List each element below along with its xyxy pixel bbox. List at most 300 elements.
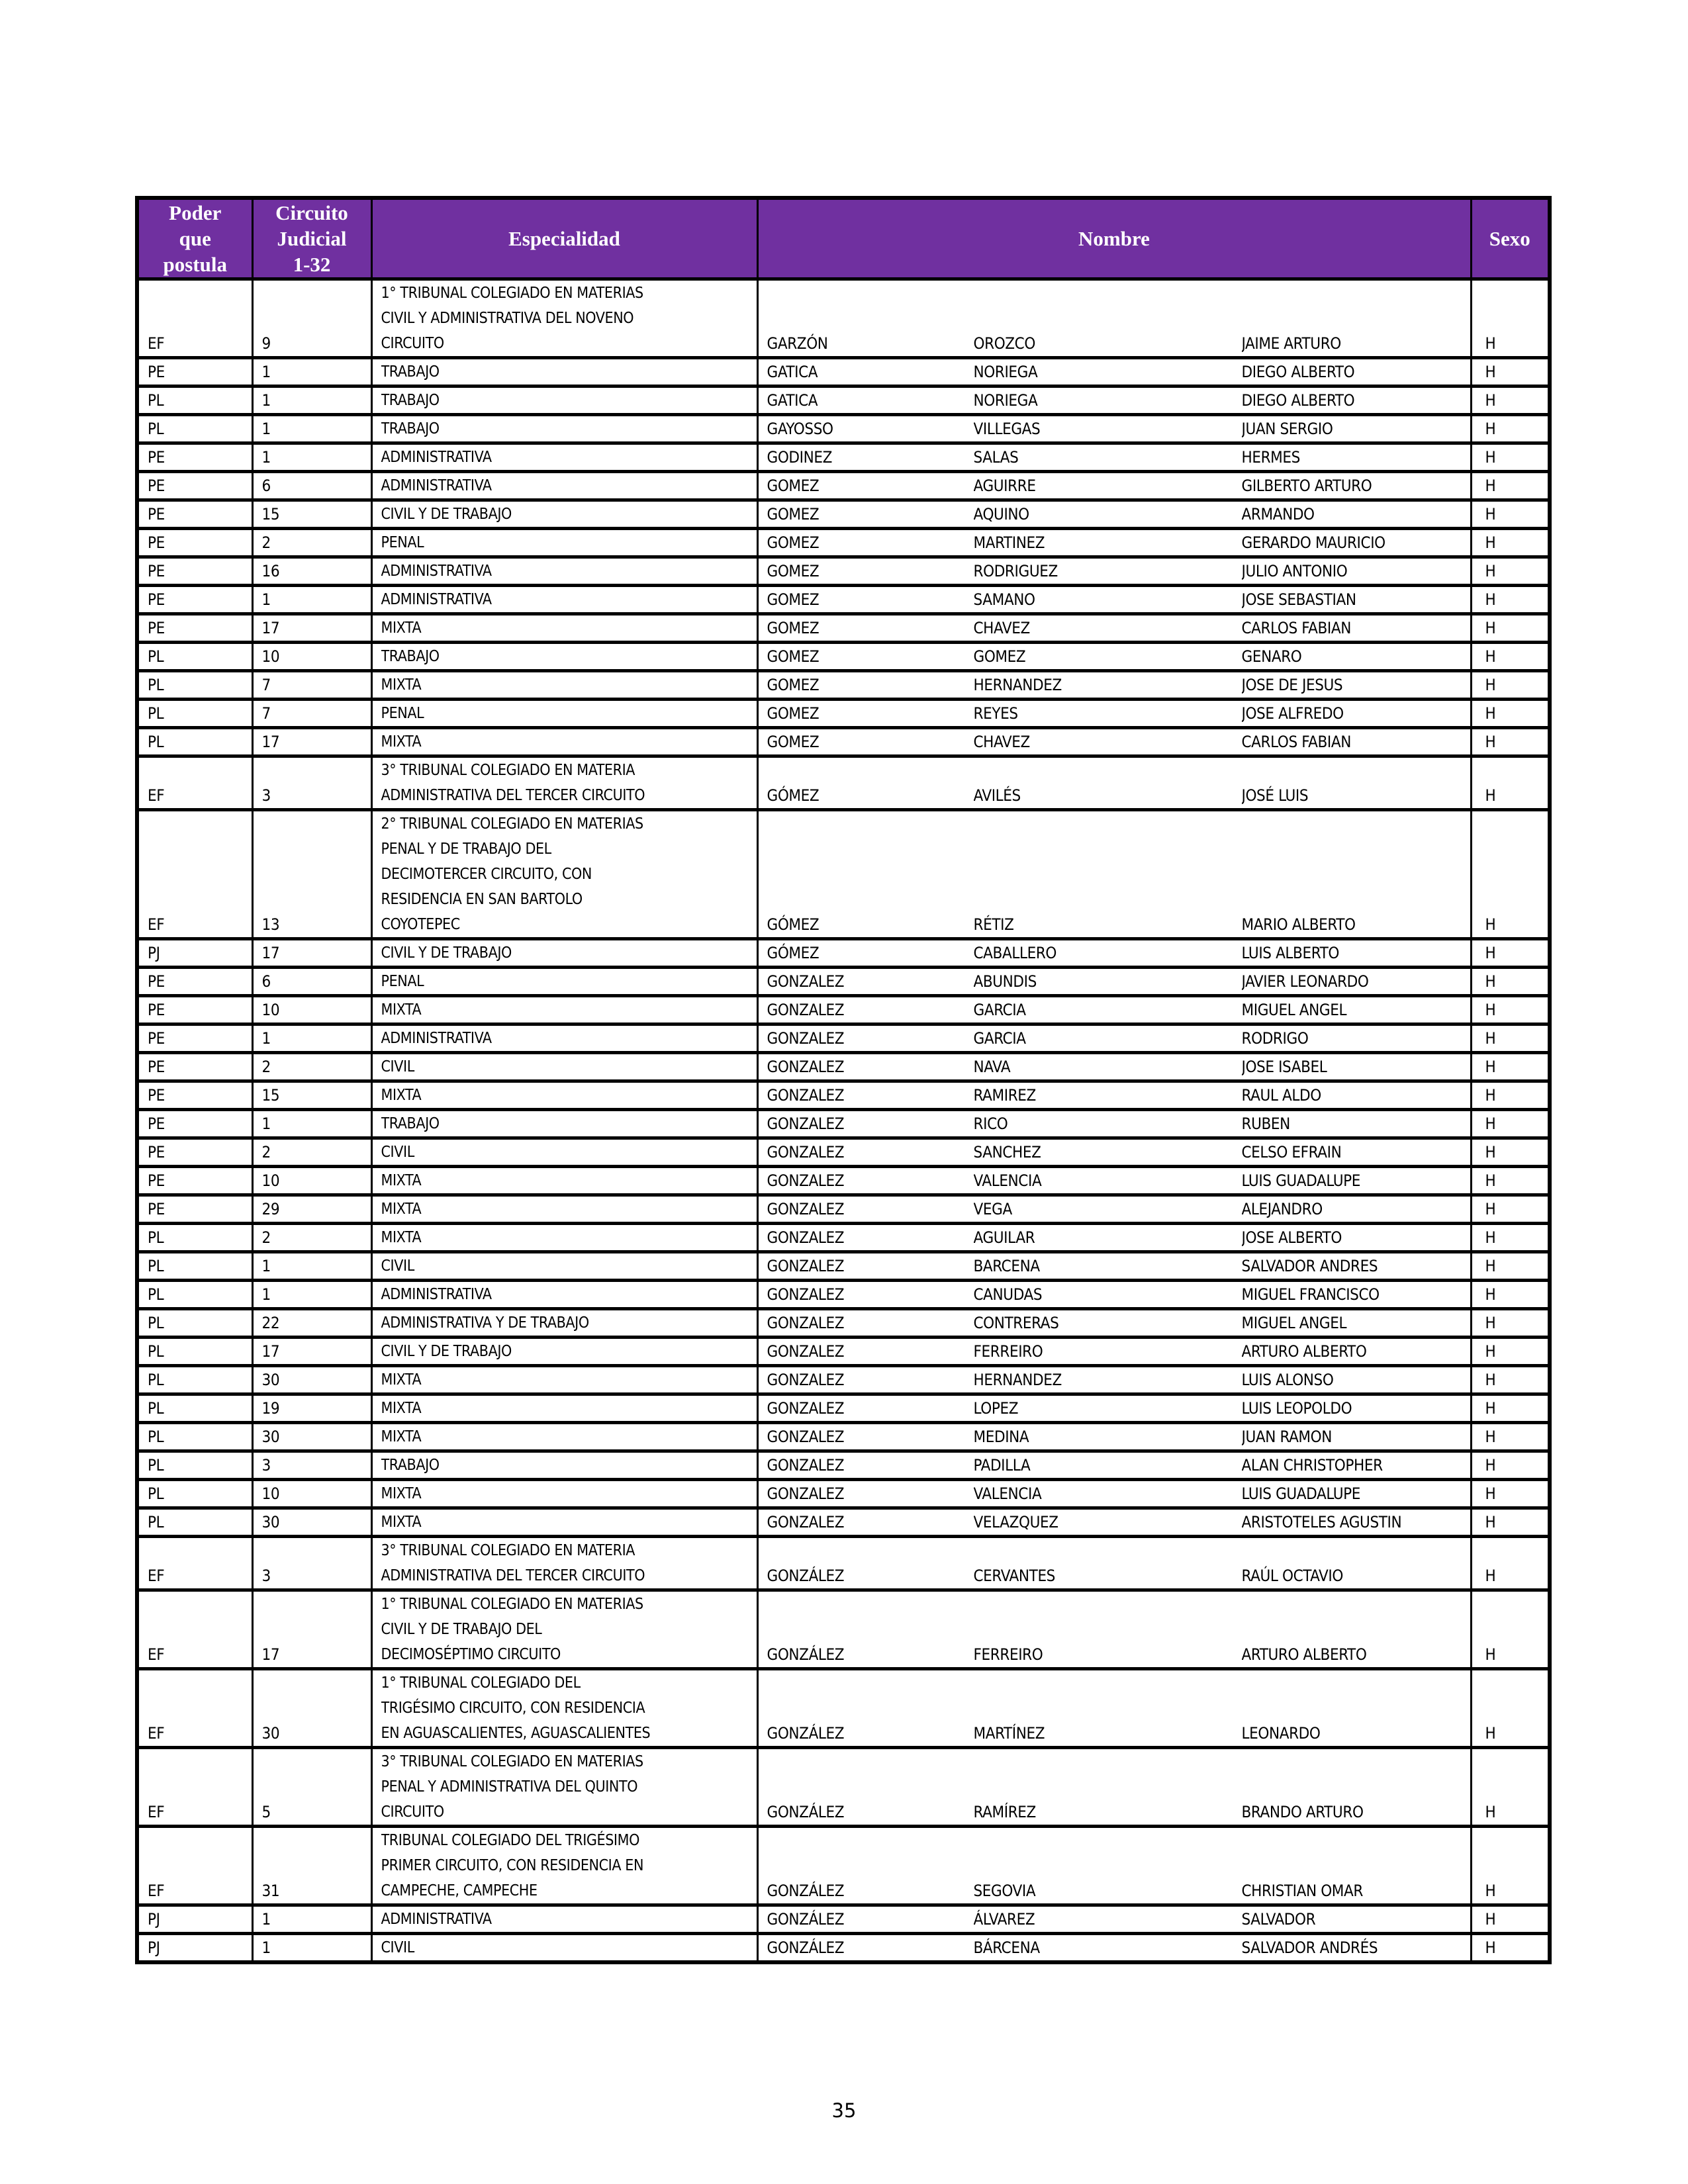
cell-nombre — [757, 614, 1471, 643]
cell-sexo: H — [1471, 529, 1550, 557]
cell-circuito: 30 — [252, 1366, 371, 1394]
especialidad-line: ADMINISTRATIVA — [381, 449, 492, 466]
nombre-part-2: SEGOVIA — [973, 1882, 1036, 1900]
table-row — [137, 1537, 1550, 1590]
especialidad-line: CIVIL Y DE TRABAJO — [381, 944, 512, 962]
nombre-part-2: CABALLERO — [973, 944, 1057, 962]
table-row — [137, 810, 1550, 939]
nombre-part-2: OROZCO — [973, 334, 1035, 353]
nombre-part-1: GONZALEZ — [767, 1058, 845, 1076]
cell-poder: PL — [137, 643, 252, 671]
cell-especialidad — [371, 415, 757, 443]
especialidad-line: MIXTA — [381, 1400, 422, 1417]
nombre-part-1: GODINEZ — [767, 448, 832, 467]
table-row — [137, 728, 1550, 756]
cell-sexo: H — [1471, 1748, 1550, 1827]
nombre-part-2: ÁLVAREZ — [973, 1910, 1035, 1929]
nombre-part-2: CANUDAS — [973, 1285, 1043, 1304]
cell-sexo: H — [1471, 756, 1550, 810]
cell-nombre — [757, 1053, 1471, 1081]
cell-circuito: 17 — [252, 614, 371, 643]
cell-sexo: H — [1471, 700, 1550, 728]
cell-especialidad — [371, 472, 757, 500]
nombre-part-1: GONZALEZ — [767, 1029, 845, 1048]
nombre-part-1: GONZÁLEZ — [767, 1567, 845, 1585]
cell-especialidad — [371, 1081, 757, 1110]
nombre-part-3: CARLOS FABIAN — [1241, 733, 1351, 751]
cell-nombre — [757, 1480, 1471, 1508]
cell-especialidad — [371, 500, 757, 529]
cell-especialidad — [371, 939, 757, 968]
especialidad-line: TRABAJO — [381, 392, 440, 409]
cell-poder: PL — [137, 1366, 252, 1394]
table-row — [137, 1167, 1550, 1195]
cell-sexo: H — [1471, 1669, 1550, 1748]
cell-circuito: 2 — [252, 1138, 371, 1167]
especialidad-line: ADMINISTRATIVA — [381, 563, 492, 580]
especialidad-line: PRIMER CIRCUITO, CON RESIDENCIA EN — [381, 1857, 644, 1874]
cell-nombre — [757, 1167, 1471, 1195]
nombre-part-1: GONZALEZ — [767, 1001, 845, 1019]
nombre-part-2: MARTÍNEZ — [973, 1724, 1045, 1743]
especialidad-line: CIVIL — [381, 1058, 414, 1075]
cell-especialidad — [371, 1669, 757, 1748]
cell-sexo: H — [1471, 1827, 1550, 1905]
especialidad-line: MIXTA — [381, 676, 422, 694]
cell-poder: EF — [137, 1590, 252, 1669]
cell-poder: PL — [137, 700, 252, 728]
cell-especialidad — [371, 1480, 757, 1508]
column-header-nombre — [757, 198, 1471, 279]
cell-poder: PL — [137, 671, 252, 700]
cell-circuito: 10 — [252, 1480, 371, 1508]
nombre-part-1: GOMEZ — [767, 533, 820, 552]
cell-poder: PE — [137, 1081, 252, 1110]
cell-sexo: H — [1471, 1480, 1550, 1508]
nombre-part-1: GONZÁLEZ — [767, 1803, 845, 1821]
nombre-part-2: VALENCIA — [973, 1171, 1042, 1190]
nombre-part-1: GONZALEZ — [767, 1200, 845, 1218]
nombre-part-3: BRANDO ARTURO — [1241, 1803, 1364, 1821]
nombre-part-2: AVILÉS — [973, 786, 1021, 805]
nombre-part-2: NAVA — [973, 1058, 1011, 1076]
especialidad-line: MIXTA — [381, 1172, 422, 1189]
cell-poder: PE — [137, 586, 252, 614]
cell-sexo: H — [1471, 996, 1550, 1024]
cell-poder: PJ — [137, 939, 252, 968]
table-row — [137, 968, 1550, 996]
cell-especialidad — [371, 996, 757, 1024]
cell-poder: EF — [137, 810, 252, 939]
cell-circuito: 30 — [252, 1669, 371, 1748]
nombre-part-1: GONZALEZ — [767, 1428, 845, 1446]
nombre-part-2: RÉTIZ — [973, 915, 1014, 934]
nombre-part-1: GONZALEZ — [767, 1171, 845, 1190]
table-row — [137, 1423, 1550, 1451]
header-line: que — [179, 227, 211, 250]
cell-poder: EF — [137, 756, 252, 810]
cell-poder: PE — [137, 968, 252, 996]
nombre-part-2: RODRIGUEZ — [973, 562, 1058, 580]
cell-poder: PE — [137, 472, 252, 500]
cell-especialidad — [371, 728, 757, 756]
cell-especialidad — [371, 279, 757, 358]
table-row — [137, 1081, 1550, 1110]
table-row — [137, 586, 1550, 614]
table-row — [137, 1827, 1550, 1905]
cell-circuito: 1 — [252, 1252, 371, 1281]
cell-poder: PE — [137, 443, 252, 472]
nombre-part-3: SALVADOR ANDRES — [1241, 1257, 1378, 1275]
table-row — [137, 529, 1550, 557]
nombre-part-1: GONZÁLEZ — [767, 1910, 845, 1929]
nombre-part-1: GONZALEZ — [767, 1314, 845, 1332]
especialidad-line: MIXTA — [381, 1229, 422, 1246]
especialidad-line: 1° TRIBUNAL COLEGIADO EN MATERIAS — [381, 285, 643, 302]
table-row — [137, 939, 1550, 968]
especialidad-line: CIVIL Y DE TRABAJO — [381, 1343, 512, 1360]
column-header-especialidad — [371, 198, 757, 279]
cell-sexo: H — [1471, 728, 1550, 756]
cell-nombre — [757, 1748, 1471, 1827]
cell-sexo: H — [1471, 1394, 1550, 1423]
cell-sexo: H — [1471, 586, 1550, 614]
especialidad-line: CIVIL — [381, 1939, 414, 1956]
nombre-part-3: JOSE ALBERTO — [1241, 1228, 1342, 1247]
cell-especialidad — [371, 671, 757, 700]
cell-sexo: H — [1471, 1338, 1550, 1366]
especialidad-line: CIRCUITO — [381, 1803, 444, 1821]
cell-circuito: 5 — [252, 1748, 371, 1827]
especialidad-line: PENAL — [381, 534, 424, 551]
cell-sexo: H — [1471, 1905, 1550, 1934]
cell-especialidad — [371, 1508, 757, 1537]
nombre-part-3: LEONARDO — [1241, 1724, 1321, 1743]
especialidad-line: CIVIL Y DE TRABAJO DEL — [381, 1621, 542, 1638]
nombre-part-3: GERARDO MAURICIO — [1241, 533, 1385, 552]
cell-sexo: H — [1471, 1024, 1550, 1053]
nombre-part-1: GATICA — [767, 391, 818, 410]
cell-nombre — [757, 415, 1471, 443]
nombre-part-2: ABUNDIS — [973, 972, 1037, 991]
nombre-part-3: MIGUEL ANGEL — [1241, 1001, 1347, 1019]
cell-circuito: 1 — [252, 1281, 371, 1309]
especialidad-line: TRABAJO — [381, 1457, 440, 1474]
nombre-part-2: GOMEZ — [973, 647, 1026, 666]
especialidad-line: MIXTA — [381, 1514, 422, 1531]
cell-nombre — [757, 1934, 1471, 1963]
cell-nombre — [757, 1110, 1471, 1138]
cell-poder: PL — [137, 1480, 252, 1508]
nombre-part-3: RAUL ALDO — [1241, 1086, 1321, 1105]
especialidad-line: ADMINISTRATIVA DEL TERCER CIRCUITO — [381, 1567, 645, 1584]
cell-circuito: 22 — [252, 1309, 371, 1338]
nombre-part-1: GATICA — [767, 363, 818, 381]
cell-circuito: 1 — [252, 358, 371, 387]
especialidad-line: MIXTA — [381, 1201, 422, 1218]
nombre-part-1: GONZALEZ — [767, 1143, 845, 1161]
cell-especialidad — [371, 1309, 757, 1338]
cell-nombre — [757, 1451, 1471, 1480]
especialidad-line: MIXTA — [381, 619, 422, 637]
nombre-part-1: GONZALEZ — [767, 1342, 845, 1361]
especialidad-line: 2° TRIBUNAL COLEGIADO EN MATERIAS — [381, 815, 643, 833]
cell-poder: PE — [137, 1024, 252, 1053]
nombre-part-2: HERNANDEZ — [973, 1371, 1062, 1389]
cell-sexo: H — [1471, 643, 1550, 671]
cell-especialidad — [371, 1366, 757, 1394]
table-row — [137, 756, 1550, 810]
nombre-part-3: ARISTOTELES AGUSTIN — [1241, 1513, 1402, 1531]
nombre-part-3: LUIS LEOPOLDO — [1241, 1399, 1352, 1418]
cell-poder: PL — [137, 1224, 252, 1252]
nombre-part-2: GARCIA — [973, 1029, 1026, 1048]
nombre-part-3: CHRISTIAN OMAR — [1241, 1882, 1364, 1900]
column-header-poder — [137, 198, 252, 279]
nombre-part-2: RICO — [973, 1115, 1008, 1133]
especialidad-line: ADMINISTRATIVA — [381, 1911, 492, 1928]
nombre-part-2: FERREIRO — [973, 1645, 1043, 1664]
nombre-part-3: JOSE SEBASTIAN — [1241, 590, 1356, 609]
nombre-part-2: MARTINEZ — [973, 533, 1045, 552]
especialidad-line: CIVIL Y ADMINISTRATIVA DEL NOVENO — [381, 310, 634, 327]
cell-nombre — [757, 500, 1471, 529]
cell-especialidad — [371, 1394, 757, 1423]
nombre-part-3: MIGUEL ANGEL — [1241, 1314, 1347, 1332]
nombre-part-3: RUBEN — [1241, 1115, 1290, 1133]
cell-nombre — [757, 1338, 1471, 1366]
cell-nombre — [757, 1394, 1471, 1423]
nombre-part-1: GONZALEZ — [767, 1115, 845, 1133]
cell-poder: PE — [137, 557, 252, 586]
cell-poder: PL — [137, 415, 252, 443]
especialidad-line: CIVIL — [381, 1257, 414, 1275]
cell-circuito: 16 — [252, 557, 371, 586]
nombre-part-3: ARTURO ALBERTO — [1241, 1645, 1367, 1664]
nombre-part-3: CELSO EFRAIN — [1241, 1143, 1342, 1161]
cell-especialidad — [371, 1451, 757, 1480]
nombre-part-1: GOMEZ — [767, 733, 820, 751]
nombre-part-2: MEDINA — [973, 1428, 1029, 1446]
table-header — [137, 198, 1550, 279]
cell-sexo: H — [1471, 614, 1550, 643]
cell-nombre — [757, 1138, 1471, 1167]
cell-poder: EF — [137, 1748, 252, 1827]
especialidad-line: COYOTEPEC — [381, 916, 460, 933]
nombre-part-1: GOMEZ — [767, 477, 820, 495]
table-row — [137, 500, 1550, 529]
nombre-part-3: GILBERTO ARTURO — [1241, 477, 1372, 495]
nombre-part-3: MARIO ALBERTO — [1241, 915, 1356, 934]
table-row — [137, 1934, 1550, 1963]
nombre-part-1: GOMEZ — [767, 704, 820, 723]
table-row — [137, 643, 1550, 671]
cell-circuito: 15 — [252, 1081, 371, 1110]
table-row — [137, 1024, 1550, 1053]
cell-poder: EF — [137, 279, 252, 358]
nombre-part-3: ARTURO ALBERTO — [1241, 1342, 1367, 1361]
nombre-part-1: GONZÁLEZ — [767, 1938, 845, 1957]
cell-sexo: H — [1471, 1081, 1550, 1110]
table-row — [137, 996, 1550, 1024]
table-row — [137, 1748, 1550, 1827]
nombre-part-2: HERNANDEZ — [973, 676, 1062, 694]
cell-sexo: H — [1471, 1224, 1550, 1252]
cell-circuito: 30 — [252, 1423, 371, 1451]
column-header-circuito — [252, 198, 371, 279]
cell-circuito: 2 — [252, 529, 371, 557]
cell-nombre — [757, 1537, 1471, 1590]
nombre-part-3: LUIS ALBERTO — [1241, 944, 1339, 962]
nombre-part-3: DIEGO ALBERTO — [1241, 363, 1355, 381]
cell-sexo: H — [1471, 500, 1550, 529]
nombre-part-3: JUAN RAMON — [1241, 1428, 1333, 1446]
nombre-part-2: BARCENA — [973, 1257, 1040, 1275]
cell-nombre — [757, 643, 1471, 671]
nombre-part-1: GONZALEZ — [767, 1371, 845, 1389]
especialidad-line: ADMINISTRATIVA — [381, 1030, 492, 1047]
cell-poder: PJ — [137, 1905, 252, 1934]
nombre-part-1: GONZALEZ — [767, 1484, 845, 1503]
nombre-part-1: GONZALEZ — [767, 1257, 845, 1275]
page-number: 35 — [831, 2099, 857, 2122]
cell-especialidad — [371, 1167, 757, 1195]
nombre-part-2: VEGA — [973, 1200, 1012, 1218]
table-row — [137, 1110, 1550, 1138]
cell-especialidad — [371, 643, 757, 671]
especialidad-line: MIXTA — [381, 1087, 422, 1104]
table-row — [137, 1053, 1550, 1081]
cell-poder: PL — [137, 1423, 252, 1451]
nombre-part-1: GOMEZ — [767, 590, 820, 609]
cell-nombre — [757, 1281, 1471, 1309]
cell-nombre — [757, 968, 1471, 996]
cell-nombre — [757, 1423, 1471, 1451]
cell-sexo: H — [1471, 443, 1550, 472]
nombre-part-3: JULIO ANTONIO — [1241, 562, 1348, 580]
cell-poder: PE — [137, 500, 252, 529]
especialidad-line: 3° TRIBUNAL COLEGIADO EN MATERIA — [381, 1542, 635, 1559]
table-row — [137, 1138, 1550, 1167]
nombre-part-2: GARCIA — [973, 1001, 1026, 1019]
cell-especialidad — [371, 1195, 757, 1224]
cell-poder: EF — [137, 1827, 252, 1905]
cell-circuito: 17 — [252, 1590, 371, 1669]
cell-circuito: 6 — [252, 968, 371, 996]
cell-poder: EF — [137, 1669, 252, 1748]
nombre-part-1: GAYOSSO — [767, 420, 833, 438]
especialidad-line: TRABAJO — [381, 648, 440, 665]
cell-circuito: 3 — [252, 756, 371, 810]
table-row — [137, 1508, 1550, 1537]
table-row — [137, 472, 1550, 500]
table-row — [137, 279, 1550, 358]
cell-poder: PE — [137, 1167, 252, 1195]
nombre-part-1: GÓMEZ — [767, 786, 820, 805]
nombre-part-3: HERMES — [1241, 448, 1300, 467]
cell-poder: PL — [137, 1394, 252, 1423]
cell-circuito: 6 — [252, 472, 371, 500]
cell-circuito: 7 — [252, 671, 371, 700]
especialidad-line: PENAL Y DE TRABAJO DEL — [381, 841, 551, 858]
nombre-part-2: AGUIRRE — [973, 477, 1036, 495]
cell-especialidad — [371, 529, 757, 557]
cell-sexo: H — [1471, 939, 1550, 968]
table-row — [137, 671, 1550, 700]
cell-circuito: 29 — [252, 1195, 371, 1224]
cell-nombre — [757, 1508, 1471, 1537]
cell-sexo: H — [1471, 1366, 1550, 1394]
table-row — [137, 1590, 1550, 1669]
nombre-part-1: GONZALEZ — [767, 1399, 845, 1418]
cell-nombre — [757, 810, 1471, 939]
nombre-part-2: CONTRERAS — [973, 1314, 1059, 1332]
nombre-part-3: JOSE DE JESUS — [1241, 676, 1343, 694]
cell-circuito: 2 — [252, 1224, 371, 1252]
cell-circuito: 10 — [252, 643, 371, 671]
cell-circuito: 15 — [252, 500, 371, 529]
cell-circuito: 31 — [252, 1827, 371, 1905]
cell-nombre — [757, 996, 1471, 1024]
nombre-part-3: JAVIER LEONARDO — [1241, 972, 1369, 991]
cell-nombre — [757, 1590, 1471, 1669]
nombre-part-3: LUIS GUADALUPE — [1241, 1484, 1361, 1503]
cell-sexo: H — [1471, 1934, 1550, 1963]
nombre-part-1: GOMEZ — [767, 676, 820, 694]
cell-circuito: 1 — [252, 1110, 371, 1138]
table-row — [137, 443, 1550, 472]
header-line: Sexo — [1489, 227, 1530, 250]
nombre-part-2: RAMÍREZ — [973, 1803, 1036, 1821]
nombre-part-1: GONZÁLEZ — [767, 1882, 845, 1900]
header-line: Especialidad — [508, 227, 620, 250]
especialidad-line: CIRCUITO — [381, 335, 444, 352]
especialidad-line: CIVIL Y DE TRABAJO — [381, 506, 512, 523]
cell-sexo: H — [1471, 472, 1550, 500]
cell-especialidad — [371, 1110, 757, 1138]
cell-sexo: H — [1471, 557, 1550, 586]
cell-especialidad — [371, 1338, 757, 1366]
nombre-part-3: RAÚL OCTAVIO — [1241, 1567, 1343, 1585]
nombre-part-1: GONZALEZ — [767, 1513, 845, 1531]
nombre-part-2: RAMIREZ — [973, 1086, 1036, 1105]
especialidad-line: MIXTA — [381, 1428, 422, 1445]
nombre-part-2: CHAVEZ — [973, 619, 1030, 637]
cell-sexo: H — [1471, 1537, 1550, 1590]
cell-especialidad — [371, 1024, 757, 1053]
especialidad-line: CAMPECHE, CAMPECHE — [381, 1882, 538, 1899]
cell-nombre — [757, 671, 1471, 700]
cell-poder: PL — [137, 1508, 252, 1537]
nombre-part-3: JOSE ALFREDO — [1241, 704, 1344, 723]
cell-nombre — [757, 1252, 1471, 1281]
cell-sexo: H — [1471, 358, 1550, 387]
nombre-part-3: SALVADOR — [1241, 1910, 1316, 1929]
especialidad-line: ADMINISTRATIVA DEL TERCER CIRCUITO — [381, 787, 645, 804]
especialidad-line: PENAL — [381, 973, 424, 990]
nombre-part-1: GONZALEZ — [767, 1285, 845, 1304]
cell-especialidad — [371, 557, 757, 586]
cell-circuito: 3 — [252, 1451, 371, 1480]
cell-especialidad — [371, 358, 757, 387]
cell-sexo: H — [1471, 1451, 1550, 1480]
cell-nombre — [757, 443, 1471, 472]
cell-nombre — [757, 279, 1471, 358]
nombre-part-3: ARMANDO — [1241, 505, 1315, 523]
cell-sexo: H — [1471, 1138, 1550, 1167]
cell-poder: PL — [137, 1281, 252, 1309]
table-row — [137, 1451, 1550, 1480]
